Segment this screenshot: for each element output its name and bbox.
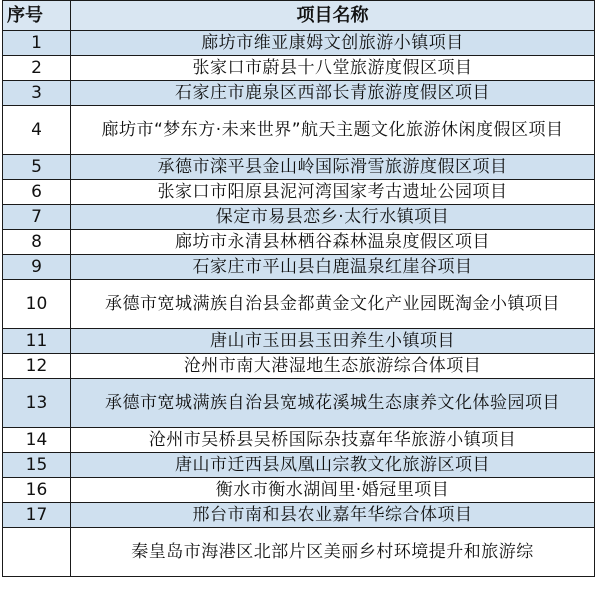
row-number: 1: [3, 31, 71, 56]
table-row: [3, 329, 595, 354]
row-project-name: 沧州市南大港湿地生态旅游综合体项目: [71, 354, 595, 379]
row-project-name: 廊坊市“梦东方·未来世界”航天主题文化旅游休闲度假区项目: [71, 106, 595, 155]
table-row: [3, 503, 595, 528]
table-row: [3, 230, 595, 255]
row-project-name: 唐山市玉田县玉田养生小镇项目: [71, 329, 595, 354]
table-row: [3, 478, 595, 503]
table-row: [3, 205, 595, 230]
table-row: [3, 31, 595, 56]
table-row: [3, 180, 595, 205]
row-number: 17: [3, 503, 71, 528]
row-number: 12: [3, 354, 71, 379]
row-project-name: 承德市宽城满族自治县金都黄金文化产业园既淘金小镇项目: [71, 280, 595, 329]
row-project-name: 廊坊市维亚康姆文创旅游小镇项目: [71, 31, 595, 56]
table-row: [3, 255, 595, 280]
row-project-name: 衡水市衡水湖闾里·婚冠里项目: [71, 478, 595, 503]
row-number: 7: [3, 205, 71, 230]
row-project-name: 承德市宽城满族自治县宽城花溪城生态康养文化体验园项目: [71, 379, 595, 428]
table-row: [3, 528, 595, 577]
table-row: [3, 56, 595, 81]
table-row: [3, 354, 595, 379]
row-number: 16: [3, 478, 71, 503]
row-number: 13: [3, 379, 71, 428]
row-project-name: 石家庄市平山县白鹿温泉红崖谷项目: [71, 255, 595, 280]
header-project-name: 项目名称: [71, 1, 595, 31]
row-number: 2: [3, 56, 71, 81]
row-number: 3: [3, 81, 71, 106]
row-project-name: 廊坊市永清县林栖谷森林温泉度假区项目: [71, 230, 595, 255]
row-project-name: 张家口市阳原县泥河湾国家考古遗址公园项目: [71, 180, 595, 205]
row-project-name: 邢台市南和县农业嘉年华综合体项目: [71, 503, 595, 528]
table-row: [3, 428, 595, 453]
row-project-name: 张家口市蔚县十八堂旅游度假区项目: [71, 56, 595, 81]
row-number: 14: [3, 428, 71, 453]
header-serial-number: 序号: [3, 1, 71, 31]
table-row: [3, 453, 595, 478]
row-number: 4: [3, 106, 71, 155]
row-number: 15: [3, 453, 71, 478]
row-project-name: 保定市易县恋乡·太行水镇项目: [71, 205, 595, 230]
row-project-name: 秦皇岛市海港区北部片区美丽乡村环境提升和旅游综: [71, 528, 595, 577]
table-row: [3, 155, 595, 180]
row-number: 6: [3, 180, 71, 205]
row-number: 10: [3, 280, 71, 329]
row-number: 5: [3, 155, 71, 180]
row-number: 9: [3, 255, 71, 280]
row-number: 11: [3, 329, 71, 354]
row-project-name: 沧州市吴桥县吴桥国际杂技嘉年华旅游小镇项目: [71, 428, 595, 453]
row-project-name: 承德市滦平县金山岭国际滑雪旅游度假区项目: [71, 155, 595, 180]
table-row: [3, 106, 595, 155]
table-row: [3, 280, 595, 329]
row-project-name: 石家庄市鹿泉区西部长青旅游度假区项目: [71, 81, 595, 106]
table-row: [3, 81, 595, 106]
project-table: [2, 0, 595, 577]
header-row: [3, 1, 595, 31]
row-project-name: 唐山市迁西县凤凰山宗教文化旅游区项目: [71, 453, 595, 478]
row-number: 8: [3, 230, 71, 255]
row-number: [3, 528, 71, 577]
table-row: [3, 379, 595, 428]
